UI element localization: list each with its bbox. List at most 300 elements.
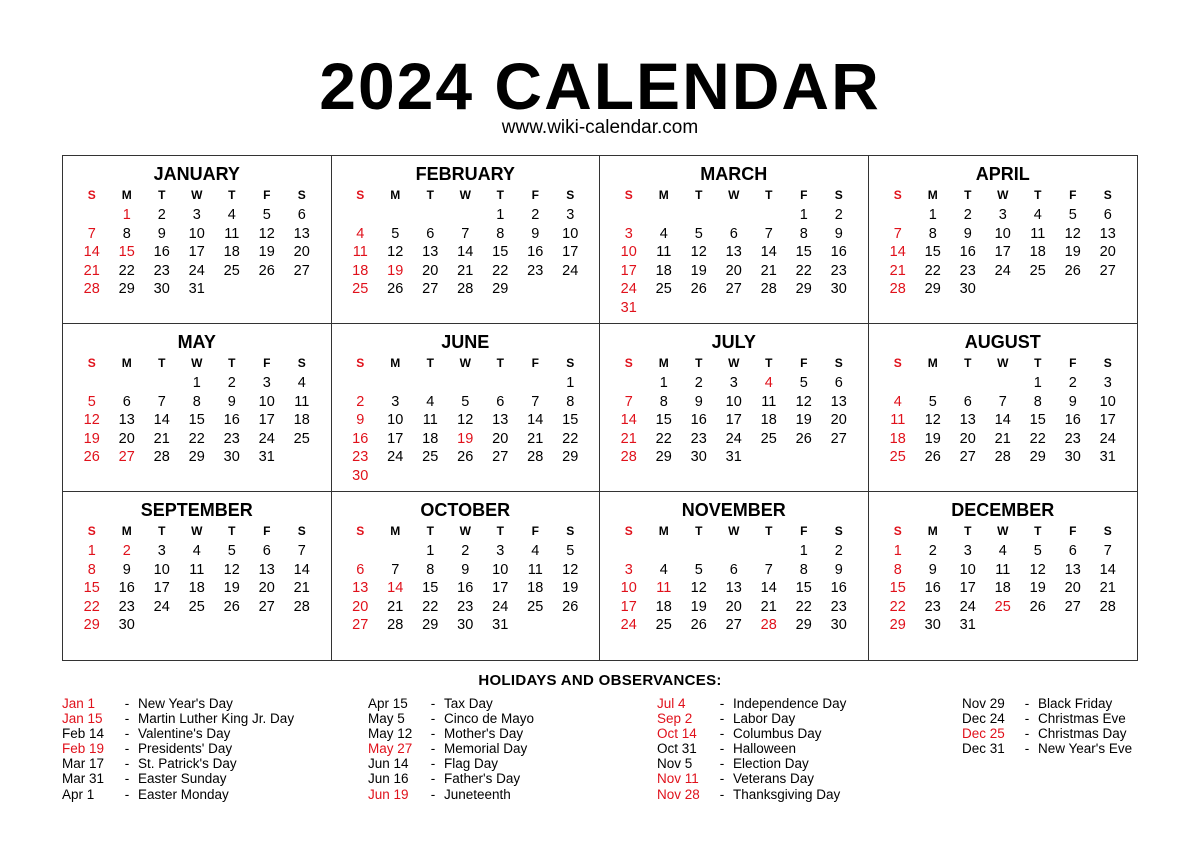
day-cell: 18 xyxy=(655,262,672,279)
day-cell: 24 xyxy=(387,449,404,465)
weekday-label: S xyxy=(1103,524,1112,538)
day-cell: 6 xyxy=(1068,543,1077,559)
day-cell: 10 xyxy=(258,393,275,410)
weekday-label: T xyxy=(964,356,972,370)
day-cell: 25 xyxy=(655,617,672,633)
holiday-row xyxy=(657,787,846,802)
weekday-label: T xyxy=(228,524,236,538)
day-cell: 5 xyxy=(391,225,400,242)
holiday-date: Jul 4 xyxy=(657,696,686,711)
day-cell: 6 xyxy=(297,207,306,223)
day-cell: 24 xyxy=(188,262,205,279)
holiday-row xyxy=(657,726,846,741)
day-cell: 17 xyxy=(994,244,1011,260)
day-cell: 28 xyxy=(83,281,100,297)
month-april xyxy=(869,156,1138,324)
holiday-row xyxy=(62,787,294,802)
holiday-name: Easter Monday xyxy=(138,786,229,802)
weekday-header xyxy=(600,186,868,204)
day-cell: 24 xyxy=(562,262,579,279)
weekday-label: F xyxy=(531,188,539,202)
weekday-label: F xyxy=(800,524,808,538)
holiday-date: Sep 2 xyxy=(657,711,693,727)
day-cell: 29 xyxy=(924,281,941,297)
day-cell: 14 xyxy=(83,244,100,260)
day-cell: 7 xyxy=(624,393,633,410)
month-name: APRIL xyxy=(975,164,1030,184)
day-cell: 14 xyxy=(387,580,404,596)
holiday-date: Nov 5 xyxy=(657,756,693,772)
day-cell: 6 xyxy=(262,543,271,559)
days-grid xyxy=(600,374,868,467)
day-cell: 20 xyxy=(959,430,976,447)
empty-day xyxy=(646,542,681,561)
day-cell: 28 xyxy=(527,449,544,465)
day-cell: 26 xyxy=(690,281,707,297)
day-cell: 22 xyxy=(924,262,941,279)
day-cell: 1 xyxy=(893,543,902,559)
day-cell: 24 xyxy=(725,430,742,447)
day-cell: 8 xyxy=(566,393,575,410)
day-cell: 1 xyxy=(192,375,201,391)
day-cell: 30 xyxy=(830,617,847,633)
month-name: AUGUST xyxy=(964,332,1041,352)
weekday-label: S xyxy=(893,356,902,370)
day-cell: 15 xyxy=(655,412,672,428)
day-cell: 20 xyxy=(725,262,742,279)
day-cell: 11 xyxy=(656,580,672,596)
day-cell: 5 xyxy=(694,225,703,242)
day-cell: 9 xyxy=(928,561,937,578)
day-cell: 11 xyxy=(527,561,543,578)
day-cell: 15 xyxy=(889,580,906,596)
holiday-name: Valentine's Day xyxy=(138,726,231,742)
weekday-label: M xyxy=(927,356,938,370)
holiday-date: Apr 15 xyxy=(368,696,408,711)
day-cell: 1 xyxy=(659,375,668,391)
day-cell: 1 xyxy=(566,375,575,391)
weekday-label: S xyxy=(297,524,306,538)
empty-day xyxy=(681,542,716,561)
holiday-row xyxy=(368,756,534,771)
day-cell: 25 xyxy=(1029,262,1046,279)
day-cell: 15 xyxy=(83,580,100,596)
weekday-label: F xyxy=(1069,356,1077,370)
day-cell: 15 xyxy=(188,412,205,428)
day-cell: 18 xyxy=(1029,244,1046,260)
holiday-column-2 xyxy=(368,696,534,802)
weekday-label: T xyxy=(1034,188,1042,202)
month-name: MAY xyxy=(177,332,216,352)
day-cell: 21 xyxy=(387,598,404,615)
day-cell: 16 xyxy=(527,244,544,260)
day-cell: 2 xyxy=(531,207,540,223)
days-grid xyxy=(63,374,331,467)
day-cell: 13 xyxy=(118,412,135,428)
day-cell: 28 xyxy=(760,617,777,633)
weekday-label: F xyxy=(263,356,271,370)
day-cell: 8 xyxy=(893,561,902,578)
day-cell: 4 xyxy=(998,543,1007,559)
holiday-column-3 xyxy=(657,696,846,802)
weekday-label: S xyxy=(834,524,843,538)
weekday-label: W xyxy=(997,188,1009,202)
day-cell: 11 xyxy=(1030,225,1046,242)
holiday-separator: - xyxy=(1024,696,1030,711)
days-grid xyxy=(600,542,868,635)
day-cell: 22 xyxy=(188,430,205,447)
weekday-header xyxy=(869,354,1138,372)
day-cell: 21 xyxy=(457,262,474,279)
day-cell: 11 xyxy=(890,412,906,428)
empty-day xyxy=(646,206,681,225)
holiday-name: Halloween xyxy=(733,741,797,757)
month-january xyxy=(63,156,332,324)
weekday-label: T xyxy=(158,524,166,538)
day-cell: 12 xyxy=(258,225,275,242)
day-cell: 2 xyxy=(963,207,972,223)
day-cell: 29 xyxy=(562,449,579,465)
day-cell: 25 xyxy=(994,598,1011,615)
day-cell: 28 xyxy=(293,598,310,615)
weekday-label: T xyxy=(426,356,434,370)
weekday-label: W xyxy=(997,524,1009,538)
days-grid xyxy=(869,542,1138,635)
day-cell: 4 xyxy=(227,207,236,223)
day-cell: 20 xyxy=(1099,244,1116,260)
holiday-name: Columbus Day xyxy=(733,726,822,742)
weekday-label: T xyxy=(426,524,434,538)
holiday-separator: - xyxy=(430,726,436,742)
day-cell: 20 xyxy=(118,430,135,447)
day-cell: 27 xyxy=(258,598,275,615)
holiday-date: Dec 31 xyxy=(962,741,1005,757)
holiday-row xyxy=(368,787,534,802)
day-cell: 25 xyxy=(760,430,777,447)
day-cell: 9 xyxy=(356,412,365,428)
day-cell: 8 xyxy=(928,225,937,242)
days-grid xyxy=(63,542,331,635)
holiday-name: Cinco de Mayo xyxy=(444,711,535,727)
day-cell: 6 xyxy=(426,225,435,242)
holiday-separator: - xyxy=(719,771,725,787)
day-cell: 23 xyxy=(830,598,847,615)
day-cell: 9 xyxy=(227,393,236,410)
weekday-header xyxy=(600,522,868,540)
day-cell: 18 xyxy=(422,430,439,447)
day-cell: 6 xyxy=(963,393,972,410)
day-cell: 17 xyxy=(620,598,637,615)
holiday-date: Dec 24 xyxy=(962,711,1005,727)
holiday-row xyxy=(368,711,534,726)
month-february xyxy=(332,156,601,324)
day-cell: 7 xyxy=(764,561,773,578)
day-cell: 26 xyxy=(83,449,100,465)
weekday-label: M xyxy=(927,188,938,202)
day-cell: 15 xyxy=(795,244,812,260)
day-cell: 12 xyxy=(690,580,707,596)
holiday-row xyxy=(962,696,1132,711)
day-cell: 10 xyxy=(492,561,509,578)
holiday-row xyxy=(962,711,1132,726)
holiday-name: Thanksgiving Day xyxy=(733,786,841,802)
day-cell: 29 xyxy=(422,617,439,633)
day-cell: 29 xyxy=(889,617,906,633)
day-cell: 4 xyxy=(893,393,902,410)
weekday-label: M xyxy=(658,188,669,202)
day-cell: 28 xyxy=(994,449,1011,465)
day-cell: 7 xyxy=(87,225,96,242)
holiday-name: St. Patrick's Day xyxy=(138,756,237,772)
day-cell: 18 xyxy=(223,244,240,260)
weekday-label: S xyxy=(893,524,902,538)
empty-day xyxy=(378,542,413,561)
day-cell: 4 xyxy=(192,543,201,559)
day-cell: 21 xyxy=(760,598,777,615)
weekday-label: S xyxy=(1103,356,1112,370)
holiday-date: Oct 14 xyxy=(657,726,697,742)
day-cell: 10 xyxy=(959,561,976,578)
day-cell: 5 xyxy=(566,543,575,559)
day-cell: 13 xyxy=(959,412,976,428)
holiday-row xyxy=(62,771,294,786)
weekday-label: M xyxy=(121,188,132,202)
day-cell: 27 xyxy=(1064,598,1081,615)
day-cell: 2 xyxy=(928,543,937,559)
day-cell: 11 xyxy=(352,244,368,260)
day-cell: 24 xyxy=(153,598,170,615)
day-cell: 5 xyxy=(694,561,703,578)
holiday-row xyxy=(62,756,294,771)
day-cell: 1 xyxy=(1033,375,1042,391)
weekday-label: T xyxy=(158,356,166,370)
day-cell: 19 xyxy=(457,430,474,447)
day-cell: 23 xyxy=(924,598,941,615)
day-cell: 3 xyxy=(566,207,575,223)
month-name: SEPTEMBER xyxy=(140,500,253,520)
holiday-separator: - xyxy=(124,711,130,727)
holiday-name: Martin Luther King Jr. Day xyxy=(138,711,295,727)
day-cell: 8 xyxy=(496,225,505,242)
day-cell: 3 xyxy=(391,393,400,410)
day-cell: 12 xyxy=(457,412,474,428)
day-cell: 20 xyxy=(352,598,369,615)
weekday-label: S xyxy=(624,188,633,202)
day-cell: 24 xyxy=(492,598,509,615)
holiday-date: May 12 xyxy=(368,726,413,742)
holiday-name: Independence Day xyxy=(733,696,847,711)
holiday-date: Jan 1 xyxy=(62,696,96,711)
holiday-separator: - xyxy=(430,756,436,772)
holiday-row xyxy=(368,771,534,786)
weekday-label: T xyxy=(228,356,236,370)
empty-day xyxy=(413,206,448,225)
holiday-date: Mar 17 xyxy=(62,756,105,772)
weekday-header xyxy=(869,522,1138,540)
day-cell: 22 xyxy=(795,262,812,279)
empty-day xyxy=(343,206,378,225)
weekday-label: T xyxy=(964,188,972,202)
empty-day xyxy=(413,374,448,393)
weekday-label: M xyxy=(390,188,401,202)
holiday-separator: - xyxy=(124,696,130,711)
day-cell: 17 xyxy=(153,580,170,596)
day-cell: 3 xyxy=(192,207,201,223)
day-cell: 27 xyxy=(830,430,847,447)
day-cell: 6 xyxy=(122,393,131,410)
day-cell: 11 xyxy=(189,561,205,578)
day-cell: 5 xyxy=(461,393,470,410)
day-cell: 14 xyxy=(527,412,544,428)
day-cell: 10 xyxy=(620,580,637,596)
weekday-label: M xyxy=(121,356,132,370)
day-cell: 11 xyxy=(761,393,777,410)
day-cell: 8 xyxy=(799,225,808,242)
holiday-separator: - xyxy=(1024,711,1030,727)
month-name: MARCH xyxy=(700,164,768,184)
day-cell: 25 xyxy=(889,449,906,465)
day-cell: 13 xyxy=(293,225,310,242)
empty-day xyxy=(378,206,413,225)
day-cell: 29 xyxy=(795,281,812,297)
holiday-name: Father's Day xyxy=(444,771,521,787)
weekday-label: S xyxy=(87,188,96,202)
day-cell: 20 xyxy=(725,598,742,615)
empty-day xyxy=(880,374,915,393)
weekday-label: W xyxy=(191,356,203,370)
empty-day xyxy=(144,374,179,393)
month-name: DECEMBER xyxy=(951,500,1055,520)
month-december xyxy=(869,492,1138,660)
weekday-label: S xyxy=(87,524,96,538)
day-cell: 13 xyxy=(492,412,509,428)
day-cell: 19 xyxy=(1029,580,1046,596)
holiday-row xyxy=(62,741,294,756)
holiday-row xyxy=(962,741,1132,756)
holiday-separator: - xyxy=(124,786,130,802)
day-cell: 20 xyxy=(830,412,847,428)
day-cell: 16 xyxy=(223,412,240,428)
day-cell: 7 xyxy=(297,543,306,559)
day-cell: 13 xyxy=(725,244,742,260)
day-cell: 6 xyxy=(729,561,738,578)
day-cell: 10 xyxy=(387,412,404,428)
day-cell: 18 xyxy=(655,598,672,615)
holiday-separator: - xyxy=(719,711,725,727)
days-grid xyxy=(600,206,868,317)
month-september xyxy=(63,492,332,660)
day-cell: 16 xyxy=(153,244,170,260)
day-cell: 28 xyxy=(620,449,637,465)
day-cell: 17 xyxy=(1099,412,1116,428)
day-cell: 24 xyxy=(959,598,976,615)
month-name: FEBRUARY xyxy=(415,164,515,184)
day-cell: 11 xyxy=(224,225,240,242)
weekday-label: F xyxy=(800,356,808,370)
holiday-name: Memorial Day xyxy=(444,741,528,757)
day-cell: 2 xyxy=(157,207,166,223)
day-cell: 16 xyxy=(830,580,847,596)
weekday-label: M xyxy=(121,524,132,538)
day-cell: 10 xyxy=(994,225,1011,242)
day-cell: 3 xyxy=(262,375,271,391)
holiday-row xyxy=(368,741,534,756)
holiday-separator: - xyxy=(430,771,436,787)
day-cell: 19 xyxy=(387,262,404,279)
day-cell: 23 xyxy=(118,598,135,615)
day-cell: 21 xyxy=(83,262,100,279)
weekday-label: M xyxy=(658,524,669,538)
empty-day xyxy=(880,206,915,225)
day-cell: 14 xyxy=(153,412,170,428)
empty-day xyxy=(716,206,751,225)
day-cell: 14 xyxy=(293,561,310,578)
day-cell: 31 xyxy=(188,281,205,297)
day-cell: 16 xyxy=(959,244,976,260)
day-cell: 10 xyxy=(153,561,170,578)
day-cell: 31 xyxy=(492,617,509,633)
holiday-row xyxy=(62,696,294,711)
day-cell: 10 xyxy=(188,225,205,242)
day-cell: 16 xyxy=(830,244,847,260)
weekday-label: T xyxy=(695,188,703,202)
holidays-heading: HOLIDAYS AND OBSERVANCES: xyxy=(478,672,722,689)
day-cell: 18 xyxy=(760,412,777,428)
day-cell: 18 xyxy=(527,580,544,596)
weekday-label: S xyxy=(1103,188,1112,202)
day-cell: 2 xyxy=(834,543,843,559)
day-cell: 29 xyxy=(492,281,509,297)
weekday-label: F xyxy=(800,188,808,202)
weekday-header xyxy=(869,186,1138,204)
day-cell: 16 xyxy=(457,580,474,596)
holiday-row xyxy=(62,711,294,726)
day-cell: 21 xyxy=(1099,580,1116,596)
holiday-separator: - xyxy=(719,786,725,802)
weekday-header xyxy=(332,186,600,204)
weekday-label: T xyxy=(228,188,236,202)
weekday-label: W xyxy=(728,188,740,202)
weekday-label: W xyxy=(728,524,740,538)
day-cell: 30 xyxy=(959,281,976,297)
day-cell: 23 xyxy=(1064,430,1081,447)
weekday-label: S xyxy=(566,356,575,370)
day-cell: 15 xyxy=(562,412,579,428)
day-cell: 19 xyxy=(258,244,275,260)
day-cell: 30 xyxy=(223,449,240,465)
day-cell: 27 xyxy=(725,281,742,297)
day-cell: 25 xyxy=(527,598,544,615)
day-cell: 5 xyxy=(799,375,808,391)
day-cell: 9 xyxy=(694,393,703,410)
day-cell: 29 xyxy=(795,617,812,633)
day-cell: 19 xyxy=(223,580,240,596)
day-cell: 29 xyxy=(118,281,135,297)
day-cell: 24 xyxy=(1099,430,1116,447)
holiday-name: Black Friday xyxy=(1038,696,1113,711)
day-cell: 18 xyxy=(994,580,1011,596)
day-cell: 21 xyxy=(153,430,170,447)
day-cell: 3 xyxy=(729,375,738,391)
day-cell: 27 xyxy=(492,449,509,465)
day-cell: 4 xyxy=(764,375,773,391)
days-grid xyxy=(332,374,600,485)
weekday-label: S xyxy=(624,524,633,538)
weekday-label: S xyxy=(297,356,306,370)
day-cell: 21 xyxy=(760,262,777,279)
holiday-date: Jun 14 xyxy=(368,756,409,772)
holiday-date: Apr 1 xyxy=(62,786,95,802)
